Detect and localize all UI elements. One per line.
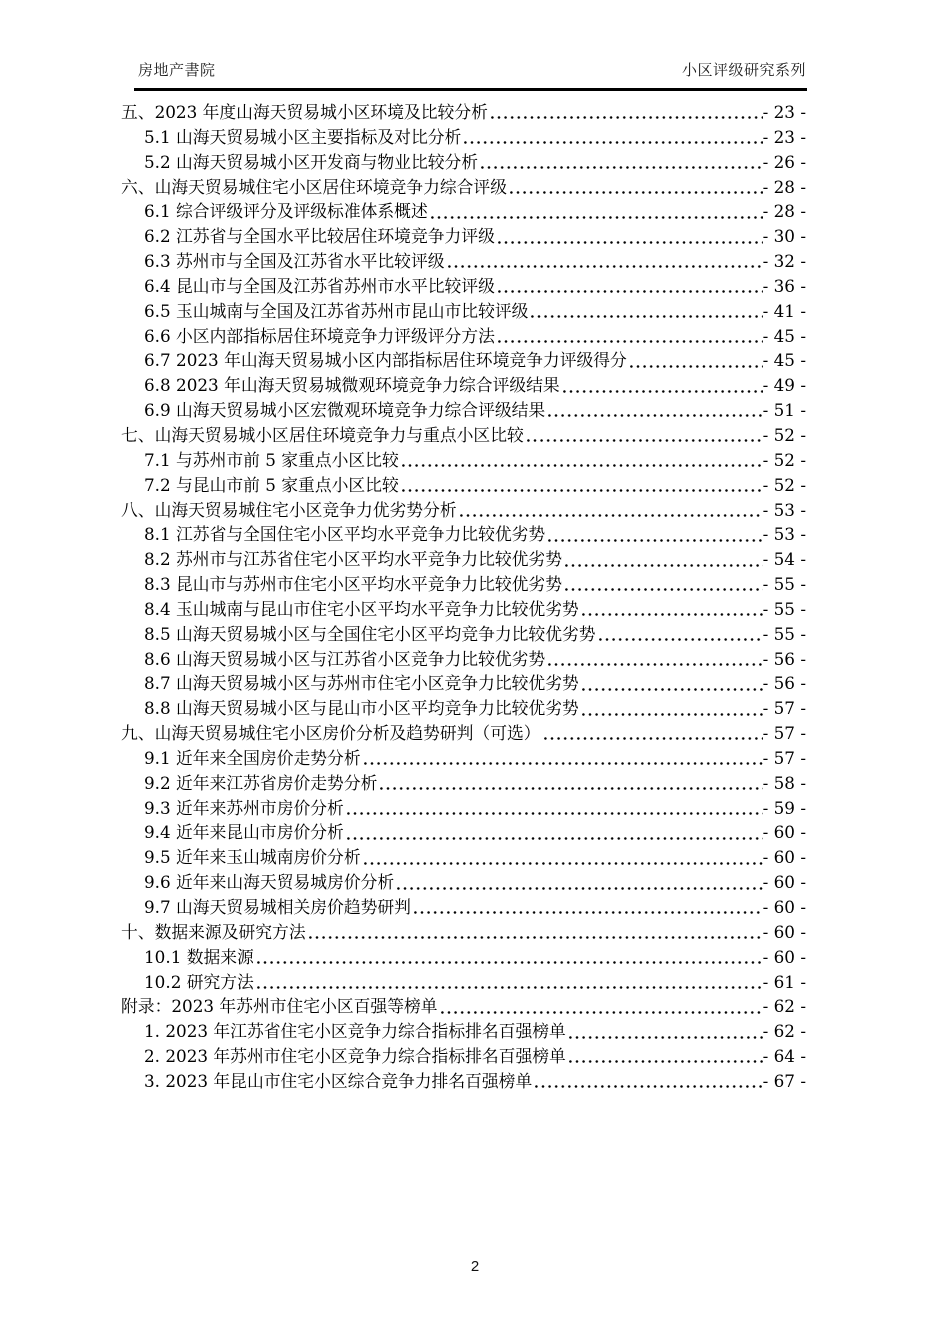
toc-entry[interactable] bbox=[0, 870, 806, 895]
toc-entry-page: - 60 - bbox=[762, 872, 806, 893]
toc-dot-leader bbox=[377, 771, 762, 796]
toc-dot-leader bbox=[579, 671, 763, 696]
toc-entry[interactable] bbox=[0, 373, 806, 398]
toc-dot-leader bbox=[545, 647, 762, 672]
toc-entry-text: 七、山海天贸易城小区居住环境竞争力与重点小区比较 bbox=[121, 424, 524, 445]
toc-entry-page: - 57 - bbox=[762, 723, 806, 744]
toc-entry[interactable] bbox=[0, 547, 806, 572]
header-divider bbox=[134, 88, 807, 91]
toc-entry[interactable] bbox=[0, 1069, 806, 1094]
toc-entry-text: 8.6 山海天贸易城小区与江苏省小区竞争力比较优劣势 bbox=[144, 648, 546, 669]
toc-entry-page: - 53 - bbox=[762, 524, 806, 545]
toc-entry-text: 1. 2023 年江苏省住宅小区竞争力综合指标排名百强榜单 bbox=[144, 1021, 566, 1042]
toc-entry-text: 9.5 近年来玉山城南房价分析 bbox=[144, 847, 361, 868]
toc-entry[interactable] bbox=[0, 199, 806, 224]
toc-entry[interactable] bbox=[0, 622, 806, 647]
toc-entry[interactable] bbox=[0, 348, 806, 373]
toc-entry[interactable] bbox=[0, 696, 806, 721]
toc-entry-page: - 23 - bbox=[762, 102, 806, 122]
toc-dot-leader bbox=[562, 547, 763, 572]
toc-entry-text: 附录：2023 年苏州市住宅小区百强等榜单 bbox=[121, 996, 438, 1017]
toc-entry-text: 八、山海天贸易城住宅小区竞争力优劣势分析 bbox=[121, 499, 457, 520]
toc-entry-text: 6.2 江苏省与全国水平比较居住环境竞争力评级 bbox=[144, 226, 495, 247]
toc-entry[interactable] bbox=[0, 249, 806, 274]
toc-entry-text: 6.8 2023 年山海天贸易城微观环境竞争力综合评级结果 bbox=[144, 375, 560, 396]
toc-entry[interactable] bbox=[0, 845, 806, 870]
toc-entry-text: 9.7 山海天贸易城相关房价趋势研判 bbox=[144, 897, 411, 917]
toc-dot-leader bbox=[254, 970, 763, 995]
toc-entry-page: - 52 - bbox=[762, 424, 806, 445]
toc-dot-leader bbox=[478, 150, 763, 175]
toc-entry-page: - 26 - bbox=[762, 151, 806, 172]
toc-entry[interactable] bbox=[0, 994, 806, 1019]
toc-dot-leader bbox=[254, 945, 763, 970]
toc-entry-page: - 28 - bbox=[762, 201, 806, 222]
toc-entry-page: - 67 - bbox=[762, 1070, 806, 1091]
toc-entry-page: - 55 - bbox=[762, 574, 806, 595]
toc-entry[interactable] bbox=[0, 746, 806, 771]
toc-entry[interactable] bbox=[0, 125, 806, 150]
toc-dot-leader bbox=[579, 597, 763, 622]
toc-dot-leader bbox=[399, 473, 763, 498]
toc-entry-page: - 56 - bbox=[762, 648, 806, 669]
toc-entry-page: - 36 - bbox=[762, 275, 806, 296]
toc-dot-leader bbox=[495, 274, 763, 299]
toc-entry-text: 7.2 与昆山市前 5 家重点小区比较 bbox=[144, 474, 399, 495]
toc-entry-page: - 53 - bbox=[762, 499, 806, 520]
toc-entry-text: 6.9 山海天贸易城小区宏微观环境竞争力综合评级结果 bbox=[144, 400, 546, 421]
toc-entry-page: - 28 - bbox=[762, 176, 806, 197]
toc-dot-leader bbox=[579, 696, 763, 721]
toc-entry[interactable] bbox=[0, 224, 806, 249]
toc-entry-page: - 64 - bbox=[762, 1046, 806, 1067]
toc-entry[interactable] bbox=[0, 498, 806, 523]
toc-entry[interactable] bbox=[0, 820, 806, 845]
toc-entry-page: - 60 - bbox=[762, 822, 806, 843]
toc-dot-leader bbox=[306, 920, 763, 945]
toc-dot-leader bbox=[528, 299, 762, 324]
toc-dot-leader bbox=[445, 249, 763, 274]
toc-entry[interactable] bbox=[0, 299, 806, 324]
toc-entry-page: - 60 - bbox=[762, 946, 806, 967]
toc-dot-leader bbox=[495, 224, 763, 249]
toc-entry-text: 十、数据来源及研究方法 bbox=[121, 921, 306, 942]
toc-entry-text: 5.2 山海天贸易城小区开发商与物业比较分析 bbox=[144, 151, 479, 172]
toc-entry-page: - 55 - bbox=[762, 623, 806, 644]
toc-entry-text: 8.1 江苏省与全国住宅小区平均水平竞争力比较优劣势 bbox=[144, 524, 546, 545]
toc-entry[interactable] bbox=[0, 448, 806, 473]
toc-entry-page: - 52 - bbox=[762, 474, 806, 495]
toc-entry-text: 10.1 数据来源 bbox=[144, 946, 254, 967]
toc-dot-leader bbox=[545, 522, 762, 547]
toc-entry[interactable] bbox=[0, 796, 806, 821]
toc-dot-leader bbox=[428, 199, 763, 224]
toc-dot-leader bbox=[596, 622, 763, 647]
toc-entry[interactable] bbox=[0, 473, 806, 498]
toc-dot-leader bbox=[507, 175, 763, 200]
toc-entry-page: - 52 - bbox=[762, 449, 806, 470]
toc-dot-leader bbox=[566, 1019, 763, 1044]
toc-entry-text: 五、2023 年度山海天贸易城小区环境及比较分析 bbox=[121, 102, 488, 122]
toc-dot-leader bbox=[394, 870, 762, 895]
toc-entry-page: - 55 - bbox=[762, 598, 806, 619]
page-number: 2 bbox=[470, 1258, 480, 1275]
toc-entry-text: 9.4 近年来昆山市房价分析 bbox=[144, 822, 344, 843]
toc-entry-page: - 23 - bbox=[762, 126, 806, 147]
toc-entry[interactable] bbox=[0, 398, 806, 423]
toc-entry-page: - 62 - bbox=[762, 1021, 806, 1042]
toc-entry[interactable] bbox=[0, 572, 806, 597]
toc-dot-leader bbox=[344, 820, 763, 845]
toc-dot-leader bbox=[438, 994, 763, 1019]
toc-entry-text: 9.2 近年来江苏省房价走势分析 bbox=[144, 772, 378, 793]
toc-entry[interactable] bbox=[0, 970, 806, 995]
toc-entry-page: - 32 - bbox=[762, 251, 806, 272]
toc-entry[interactable] bbox=[0, 175, 806, 200]
toc-entry-text: 6.4 昆山市与全国及江苏省苏州市水平比较评级 bbox=[144, 275, 495, 296]
toc-entry[interactable] bbox=[0, 324, 806, 349]
toc-entry[interactable] bbox=[0, 274, 806, 299]
toc-entry-text: 8.7 山海天贸易城小区与苏州市住宅小区竞争力比较优劣势 bbox=[144, 673, 579, 694]
toc-entry-page: - 57 - bbox=[762, 698, 806, 719]
toc-dot-leader bbox=[524, 423, 763, 448]
toc-entry[interactable] bbox=[0, 1019, 806, 1044]
toc-entry-text: 3. 2023 年昆山市住宅小区综合竞争力排名百强榜单 bbox=[144, 1070, 533, 1091]
toc-entry[interactable] bbox=[0, 597, 806, 622]
toc-dot-leader bbox=[344, 796, 763, 821]
toc-entry-page: - 45 - bbox=[762, 350, 806, 371]
toc-dot-leader bbox=[627, 348, 763, 373]
toc-entry[interactable] bbox=[0, 721, 806, 746]
toc-entry-page: - 58 - bbox=[762, 772, 806, 793]
toc-entry-text: 6.6 小区内部指标居住环境竞争力评级评分方法 bbox=[144, 325, 495, 346]
toc-entry-page: - 41 - bbox=[762, 300, 806, 321]
toc-entry-text: 6.7 2023 年山海天贸易城小区内部指标居住环境竞争力评级得分 bbox=[144, 350, 627, 371]
header-right-title: 小区评级研究系列 bbox=[681, 62, 806, 79]
toc-dot-leader bbox=[545, 398, 762, 423]
toc-entry[interactable] bbox=[0, 895, 806, 920]
toc-entry-page: - 60 - bbox=[762, 897, 806, 917]
toc-entry-text: 8.5 山海天贸易城小区与全国住宅小区平均竞争力比较优劣势 bbox=[144, 623, 596, 644]
toc-dot-leader bbox=[566, 1044, 763, 1069]
toc-entry-page: - 56 - bbox=[762, 673, 806, 694]
toc-entry-text: 六、山海天贸易城住宅小区居住环境竞争力综合评级 bbox=[121, 176, 507, 197]
toc-entry[interactable] bbox=[0, 945, 806, 970]
toc-entry-page: - 59 - bbox=[762, 797, 806, 818]
toc-entry-text: 6.5 玉山城南与全国及江苏省苏州市昆山市比较评级 bbox=[144, 300, 529, 321]
toc-entry-text: 5.1 山海天贸易城小区主要指标及对比分析 bbox=[144, 126, 462, 147]
toc-entry[interactable] bbox=[0, 150, 806, 175]
toc-dot-leader bbox=[457, 498, 763, 523]
toc-entry[interactable] bbox=[0, 771, 806, 796]
toc-dot-leader bbox=[532, 1069, 762, 1094]
toc-entry-text: 8.2 苏州市与江苏省住宅小区平均水平竞争力比较优劣势 bbox=[144, 549, 562, 570]
toc-dot-leader bbox=[562, 572, 763, 597]
toc-entry-text: 九、山海天贸易城住宅小区房价分析及趋势研判（可选） bbox=[121, 723, 541, 744]
toc-dot-leader bbox=[488, 100, 763, 125]
toc-entry-text: 6.1 综合评级评分及评级标准体系概述 bbox=[144, 201, 428, 222]
toc-entry-text: 7.1 与苏州市前 5 家重点小区比较 bbox=[144, 449, 399, 470]
toc-entry-text: 9.1 近年来全国房价走势分析 bbox=[144, 747, 361, 768]
toc-dot-leader bbox=[495, 324, 763, 349]
toc-entry-page: - 49 - bbox=[762, 375, 806, 396]
toc-dot-leader bbox=[461, 125, 762, 150]
header-left-title: 房地产書院 bbox=[138, 62, 216, 79]
toc-entry-text: 8.3 昆山市与苏州市住宅小区平均水平竞争力比较优劣势 bbox=[144, 574, 562, 595]
toc-entry-text: 9.6 近年来山海天贸易城房价分析 bbox=[144, 872, 395, 893]
toc-entry-text: 6.3 苏州市与全国及江苏省水平比较评级 bbox=[144, 251, 445, 272]
toc-entry-page: - 62 - bbox=[762, 996, 806, 1017]
toc-entry-text: 8.4 玉山城南与昆山市住宅小区平均水平竞争力比较优劣势 bbox=[144, 598, 579, 619]
toc-dot-leader bbox=[411, 895, 763, 920]
toc-entry-page: - 61 - bbox=[762, 971, 806, 992]
toc-entry-page: - 45 - bbox=[762, 325, 806, 346]
toc-entry-page: - 54 - bbox=[762, 549, 806, 570]
toc-dot-leader bbox=[361, 845, 763, 870]
toc-dot-leader bbox=[399, 448, 763, 473]
toc-entry[interactable] bbox=[0, 647, 806, 672]
toc-entry[interactable] bbox=[0, 100, 806, 125]
toc-entry-text: 8.8 山海天贸易城小区与昆山市小区平均竞争力比较优劣势 bbox=[144, 698, 579, 719]
toc-entry-page: - 51 - bbox=[762, 400, 806, 421]
toc-entry[interactable] bbox=[0, 423, 806, 448]
toc-entry-page: - 60 - bbox=[762, 847, 806, 868]
toc-entry[interactable] bbox=[0, 671, 806, 696]
toc-dot-leader bbox=[361, 746, 763, 771]
toc-entry-text: 9.3 近年来苏州市房价分析 bbox=[144, 797, 344, 818]
toc-entry-page: - 30 - bbox=[762, 226, 806, 247]
toc-entry[interactable] bbox=[0, 522, 806, 547]
toc-entry-page: - 60 - bbox=[762, 921, 806, 942]
toc-entry-text: 2. 2023 年苏州市住宅小区竞争力综合指标排名百强榜单 bbox=[144, 1046, 566, 1067]
toc bbox=[0, 100, 806, 1094]
toc-entry[interactable] bbox=[0, 1044, 806, 1069]
toc-entry-page: - 57 - bbox=[762, 747, 806, 768]
toc-entry[interactable] bbox=[0, 920, 806, 945]
toc-dot-leader bbox=[560, 373, 763, 398]
toc-entry-text: 10.2 研究方法 bbox=[144, 971, 254, 992]
toc-dot-leader bbox=[541, 721, 763, 746]
